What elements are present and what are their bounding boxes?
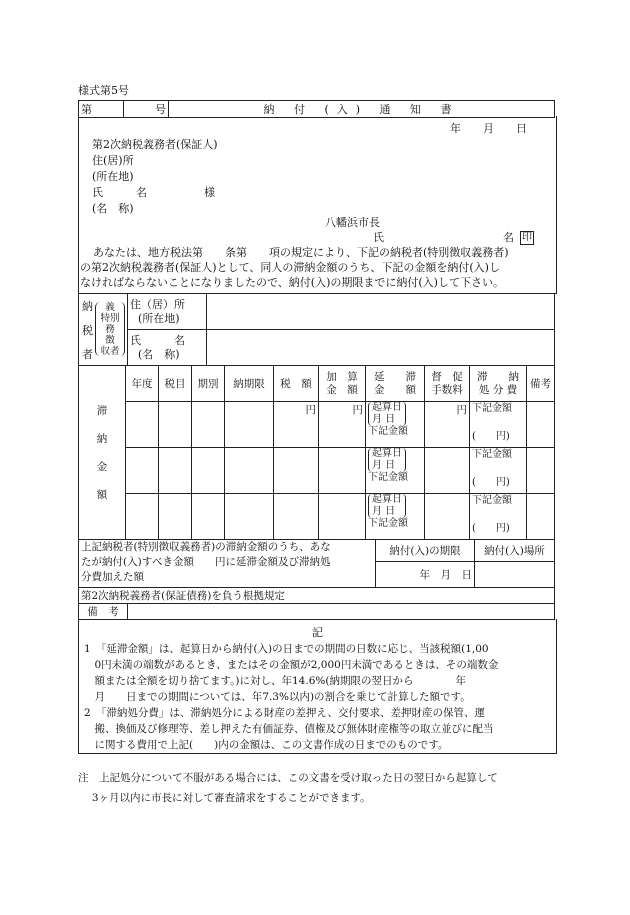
table-row: 起算日 月 日 下記金額 下記金額 ( 円) bbox=[79, 494, 555, 540]
col-year: 年度 bbox=[126, 366, 159, 402]
issuer-mei: 名 bbox=[503, 231, 514, 244]
basis-row: 第2次納税義務者(保証債務)を負う根拠規定 bbox=[79, 588, 555, 604]
col-remarks: 備考 bbox=[527, 366, 555, 402]
notes-item-1: 1 「延滞金額」は、起算日から納付(入)の日までの期間の日数に応じ、当該税額(1,00 0円未満の端数があるとき、またはその金額が2,000円未満であるときは、その端数金 額または全額を切り捨てます。)に対し、年14.6%(納期限の翌日から 年 月 日までの期間については、年7.3%以内)の割合を乗じて計算した額です。 bbox=[84, 643, 499, 703]
col-period: 期別 bbox=[192, 366, 225, 402]
deadline-header: 納付(入)の期限 bbox=[376, 540, 475, 562]
col-disposition-cost: 滞 納 処 分 費 bbox=[470, 366, 527, 402]
number-suffix: 号 bbox=[124, 101, 169, 118]
remarks-value bbox=[128, 604, 555, 620]
taxpayer-table bbox=[78, 293, 555, 366]
col-tax-amount: 税 額 bbox=[274, 366, 319, 402]
document-title: 納 付 (入) 通 知 書 bbox=[169, 101, 555, 118]
issuer-shi: 氏 bbox=[373, 231, 384, 244]
col-reminder-fee: 督 促 手数料 bbox=[425, 366, 470, 402]
notes-title: 記 bbox=[312, 626, 323, 639]
form-label: 様式第5号 bbox=[78, 84, 129, 97]
table-row: 円 円 起算日 月 日 下記金額 円 下記金額 ( 円) bbox=[79, 402, 555, 448]
taxpayer-address-label: 住（居）所 (所在地) bbox=[128, 294, 207, 330]
addressee-name-label: 氏 名 bbox=[92, 186, 147, 199]
basis-table bbox=[78, 587, 555, 620]
notes-item-2: 2 「滞納処分費」は、滞納処分による財産の差押え、交付要求、差押財産の保管、運 搬、換価及び修理等、差し押えた有価証券、債権及び無体財産権等の取立並びに配当 に関する費用で上記( )内の金額は、この文書作成の日までのものです。 bbox=[84, 707, 494, 751]
intro-line3: なければならないことになりましたので、納付(入)の期限までに納付(入)して下さい。 bbox=[80, 276, 504, 289]
addressee-honorific: 様 bbox=[204, 186, 215, 199]
taxpayer-side-label: 納 税 者 義 特別務 徴 収者 bbox=[79, 294, 128, 366]
remarks-label: 備 考 bbox=[79, 604, 128, 620]
addressee-line1: 第2次納税義務者(保証人) bbox=[92, 138, 218, 151]
taxpayer-address-value bbox=[207, 294, 555, 330]
deadline-value: 年 月 日 bbox=[376, 562, 475, 588]
taxpayer-name-label: 氏 名 (名 称) bbox=[128, 330, 207, 366]
summary-table bbox=[78, 539, 555, 588]
intro-line2: の第2次納税義務者(保証人)として、同人の滞納金額のうち、下記の金額を納付(入)し bbox=[80, 261, 500, 274]
seal-mark: 印 bbox=[522, 232, 532, 243]
arrears-table bbox=[78, 365, 555, 540]
place-value bbox=[475, 562, 555, 588]
col-deadline: 納期限 bbox=[225, 366, 274, 402]
issuer-title: 八幡浜市長 bbox=[325, 216, 380, 229]
table-row: 起算日 月 日 下記金額 下記金額 ( 円) bbox=[79, 448, 555, 494]
arrears-side-label: 滞 納 金 額 bbox=[79, 366, 126, 540]
intro-line1: あなたは、地方税法第 条第 項の規定により、下記の納税者(特別徴収義務者) bbox=[93, 246, 509, 259]
col-additional: 加 算 金 額 bbox=[319, 366, 366, 402]
addressee-address-label: 住(居)所 bbox=[92, 154, 134, 167]
addressee-title-label: (名 称) bbox=[92, 202, 134, 215]
col-tax-item: 税目 bbox=[159, 366, 192, 402]
addressee-location-label: (所在地) bbox=[92, 170, 134, 183]
special-collector-bracket: 義 特別務 徴 収者 bbox=[95, 302, 125, 356]
place-header: 納付(入)場所 bbox=[475, 540, 555, 562]
footnote: 注 上記処分について不服がある場合には、この文書を受け取った日の翌日から起算して 3ヶ月以内に市長に対して審査請求をすることができます。 bbox=[78, 772, 498, 804]
summary-text: 上記納税者(特別徴収義務者)の滞納金額のうち、あな たが納付(入)すべき金額 円に延滞金額及び滞納処 分費加えた額 bbox=[79, 540, 376, 588]
col-delinquency: 延 滞 金 額 bbox=[366, 366, 425, 402]
date-line: 年 月 日 bbox=[450, 122, 527, 135]
taxpayer-name-value bbox=[207, 330, 555, 366]
number-prefix: 第 bbox=[79, 101, 124, 118]
